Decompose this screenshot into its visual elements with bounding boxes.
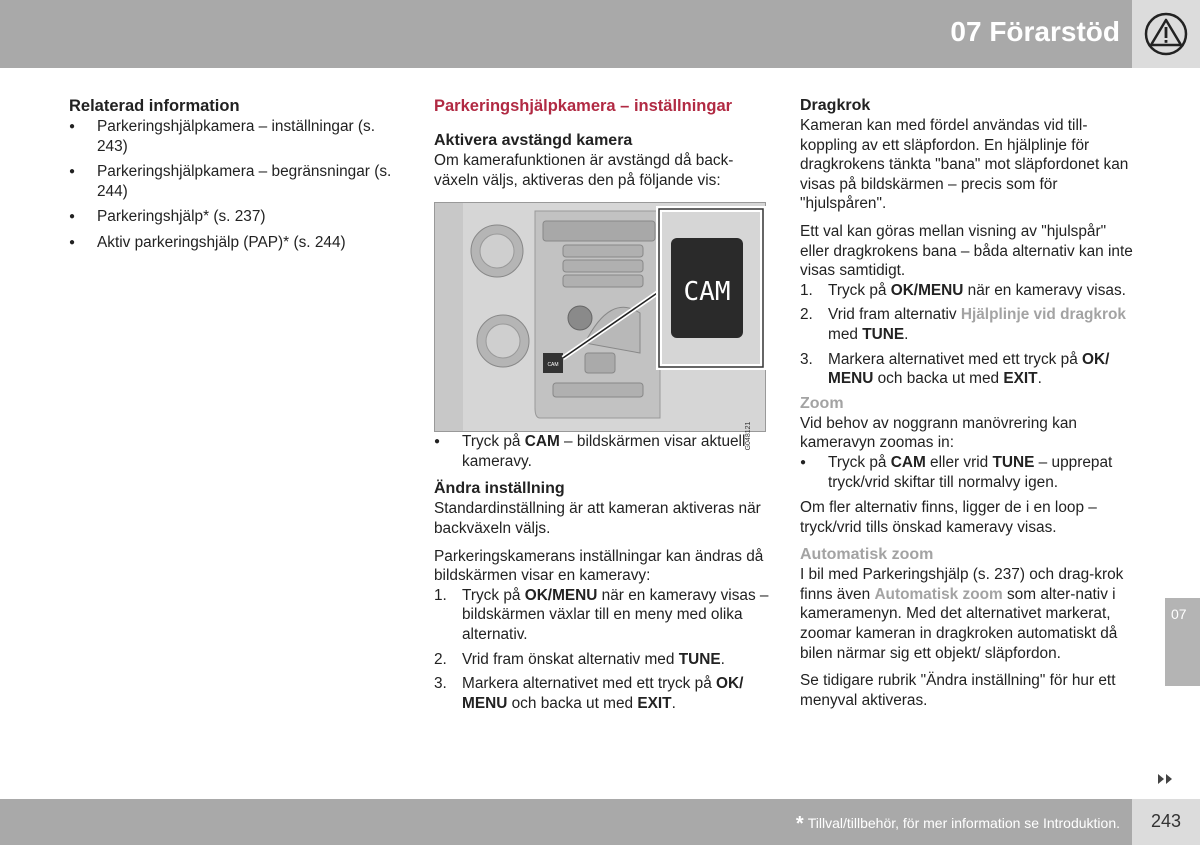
column-camera-settings bbox=[434, 96, 770, 718]
related-link[interactable]: ● Parkeringshjälp* (s. 237) bbox=[69, 207, 399, 227]
steps-list bbox=[800, 281, 1135, 389]
footnote: * Tillval/tillbehör, för mer information se Introduktion. bbox=[795, 813, 1120, 835]
subheading-zoom: Zoom bbox=[800, 394, 844, 412]
list-item: 2. Vrid fram alternativ Hjälplinje vid dragkrok med TUNE. bbox=[800, 306, 1126, 343]
small-cam-label: CAM bbox=[547, 362, 559, 369]
warning-triangle-icon bbox=[1144, 12, 1188, 56]
cam-button-label: CAM bbox=[683, 277, 731, 308]
chapter-title: 07 Förarstöd bbox=[950, 16, 1120, 47]
paragraph: I bil med Parkeringshjälp (s. 237) och drag-krok finns även Automatisk zoom som alter-nativ i kameramenyn. Med det alternativet markerat, zoomar kameran in dragkroken automatiskt då bilen närmar sig ett objekt/ släpfordon. bbox=[800, 566, 1124, 662]
page-header bbox=[0, 0, 1200, 68]
column-tow-hook bbox=[800, 96, 1135, 710]
column-related-info bbox=[69, 96, 399, 259]
chapter-tab[interactable] bbox=[1165, 598, 1200, 686]
list-item: 1. Tryck på OK/MENU när en kameravy visas – bildskärmen växlar till en meny med olika alternativ. bbox=[434, 586, 769, 643]
paragraph: Om fler alternativ finns, ligger de i en loop – tryck/vrid tills önskad kameravy visas. bbox=[800, 499, 1097, 536]
related-info-list bbox=[69, 117, 399, 253]
list-item: 2. Vrid fram önskat alternativ med TUNE. bbox=[434, 650, 725, 668]
related-link[interactable]: ● Aktiv parkeringshjälp (PAP)* (s. 244) bbox=[69, 233, 399, 253]
continue-arrows-icon bbox=[1157, 773, 1175, 785]
paragraph: Om kamerafunktionen är avstängd då back-växeln väljs, aktiveras den på följande vis: bbox=[434, 152, 734, 189]
list-item: ● Tryck på CAM – bildskärmen visar aktuell kameravy. bbox=[434, 432, 770, 471]
section-title: Parkeringshjälpkamera – inställningar bbox=[434, 97, 733, 115]
chapter-tab-label: 07 bbox=[1171, 606, 1187, 622]
subheading-activate: Aktivera avstängd kamera bbox=[434, 132, 633, 149]
list-item: 3. Markera alternativet med ett tryck på OK/ MENU och backa ut med EXIT. bbox=[434, 675, 744, 712]
list-item: 3. Markera alternativet med ett tryck på OK/ MENU och backa ut med EXIT. bbox=[800, 350, 1110, 388]
paragraph: Vid behov av noggrann manövrering kan kameravyn zoomas in: bbox=[800, 414, 1077, 452]
subheading-auto-zoom: Automatisk zoom bbox=[800, 546, 934, 564]
cam-instruction bbox=[434, 432, 770, 471]
warning-box bbox=[1132, 0, 1200, 68]
paragraph: Parkeringskamerans inställningar kan ändras då bildskärmen visar en kameravy: bbox=[434, 547, 764, 585]
page-number-box bbox=[1132, 799, 1200, 845]
related-link[interactable]: ● Parkeringshjälpkamera – inställningar (s. 243) bbox=[69, 117, 399, 156]
paragraph: Kameran kan med fördel användas vid till-koppling av ett släpfordon. En hjälplinje för dragkrokens tänkta "bana" mot släpfordonet kan visas på bildskärmen – precis som för "hjulspåren". bbox=[800, 117, 1129, 213]
list-item: 1. Tryck på OK/MENU när en kameravy visas. bbox=[800, 281, 1126, 299]
paragraph: Standardinställning är att kameran aktiveras när backväxeln väljs. bbox=[434, 500, 761, 537]
page-number: 243 bbox=[1150, 811, 1182, 831]
paragraph: Se tidigare rubrik "Ändra inställning" för hur ett menyval aktiveras. bbox=[800, 672, 1116, 709]
subheading-change-setting: Ändra inställning bbox=[434, 480, 565, 498]
subheading-dragkrok: Dragkrok bbox=[800, 97, 871, 114]
steps-list bbox=[434, 586, 770, 714]
zoom-instruction bbox=[800, 453, 1135, 492]
related-info-heading: Relaterad information bbox=[69, 97, 240, 115]
figure-id: G048121 bbox=[745, 421, 753, 450]
page-footer bbox=[0, 799, 1200, 845]
related-link[interactable]: ● Parkeringshjälpkamera – begränsningar (s. 244) bbox=[69, 162, 399, 201]
list-item: ● Tryck på CAM eller vrid TUNE – upprepat tryck/vrid skiftar till normalvy igen. bbox=[800, 453, 1135, 492]
console-illustration bbox=[434, 202, 766, 450]
paragraph: Ett val kan göras mellan visning av "hjulspår" eller dragkrokens bana – båda alternativ kan inte visas samtidigt. bbox=[800, 222, 1133, 280]
